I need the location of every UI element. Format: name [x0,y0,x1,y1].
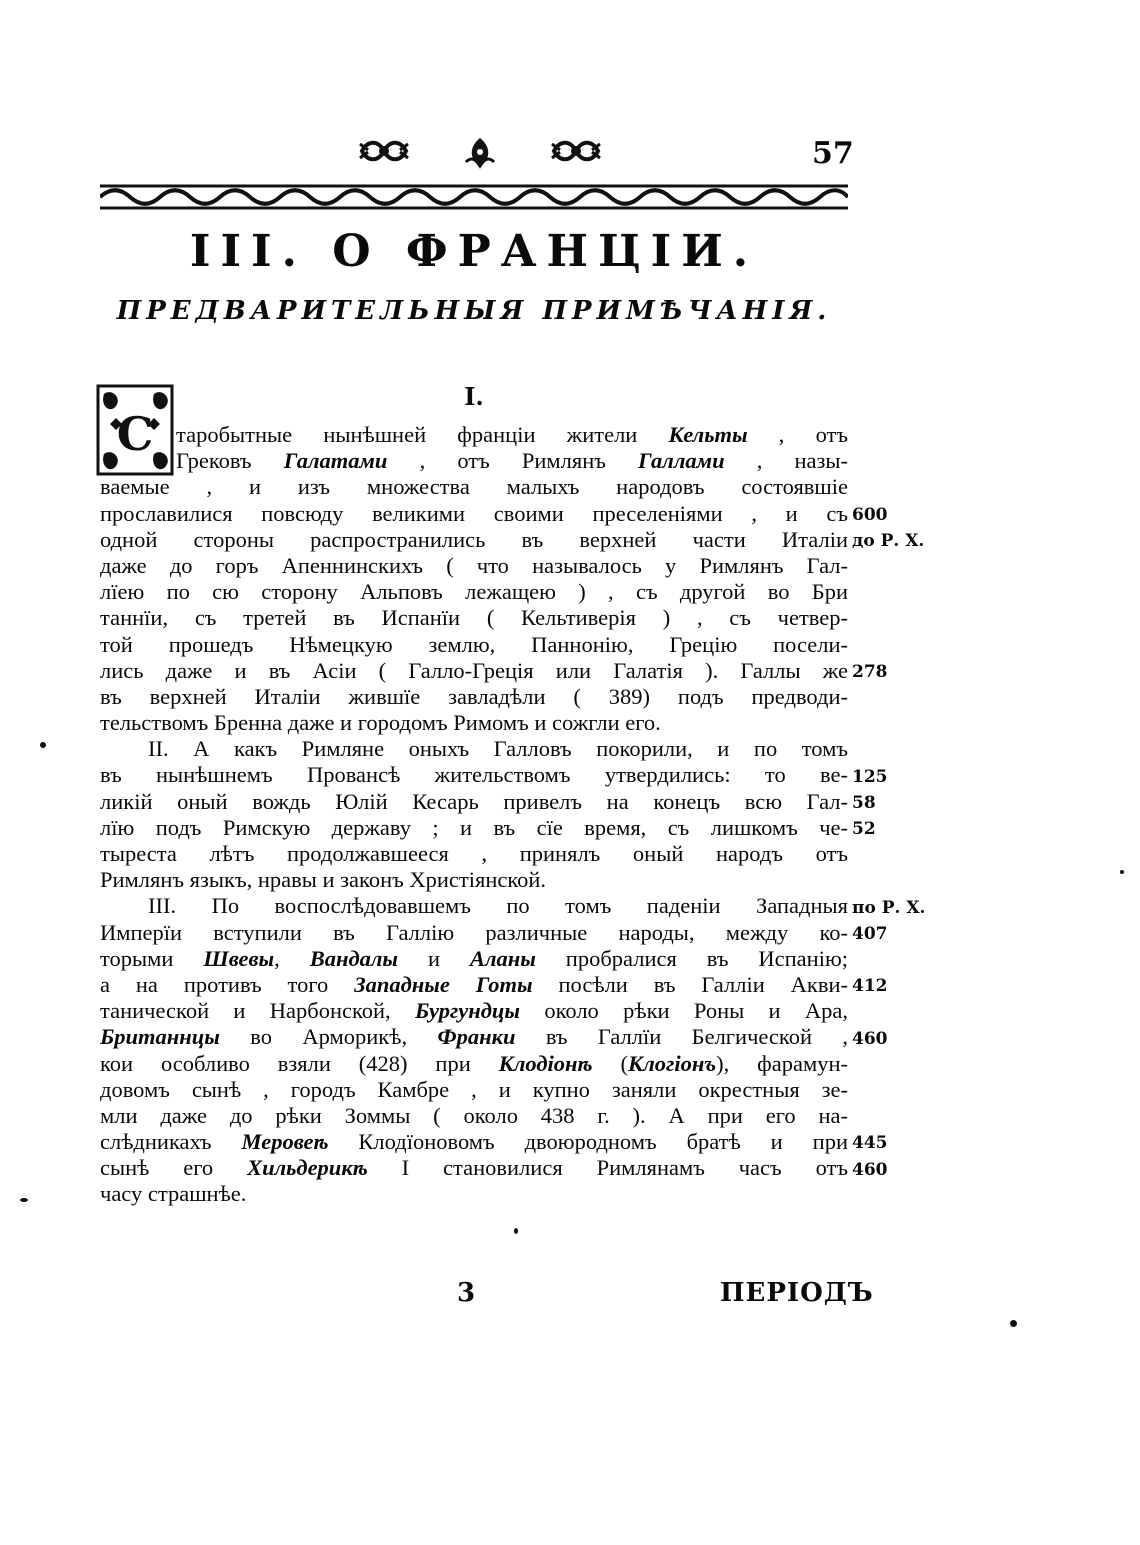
text-run: слѣдникахъ [100,1129,242,1155]
italic-term: Клодіонѣ [498,1050,593,1076]
text-line [100,789,848,815]
margin-date-note: 407 [852,923,888,944]
text-line [100,972,848,998]
text-line [100,841,848,867]
scan-speck [40,742,46,748]
page-number: 57 [812,136,854,171]
text-line [100,1024,848,1050]
margin-date-note: 412 [852,976,888,997]
text-line [100,632,848,658]
text-run: ытные нынѣшней франціи жители [230,422,669,447]
text-line [100,762,848,788]
text-line [100,815,848,841]
text-run: лись даже и въ Асіи ( Галло-Греція или Галатія ). Галлы же [100,657,848,683]
text-run: одной стороны распространились въ верхней части Италіи [100,526,848,552]
text-line [100,867,848,893]
text-run: танической и Нарбонской, [100,998,415,1024]
text-run: довомъ сынѣ , городъ Камбре , и купно заняли окрестныя зе- [100,1076,848,1102]
text-line [100,1155,848,1181]
text-line [100,893,848,919]
text-run: торыми [100,945,204,971]
text-run: пробралися въ Испанію; [535,945,849,971]
text-line [100,658,848,684]
italic-term: Кельты [668,422,748,447]
text-run: той прошедъ Нѣмецкую землю, Паннонію, Грецію посели- [100,631,848,657]
text-line [100,1129,848,1155]
margin-date-note: 460 [852,1159,888,1180]
chapter-subtitle: ПРЕДВАРИТЕЛЬНЫЯ ПРИМѢЧАНІЯ. [116,296,832,326]
text-run: даже до горъ Апеннинскихъ ( что называлось у Римлянъ Гал- [100,552,848,578]
text-run: и [398,945,470,971]
chapter-title: III. О ФРАНЦІИ. [189,226,759,277]
text-line [100,998,848,1024]
text-run: ваемые , и изъ множества малыхъ народовъ состоявшіе [100,474,848,500]
italic-term: Галлами [638,448,725,474]
text-run: тароб [176,422,231,447]
section-number: I. [464,382,484,411]
italic-term: Вандалы [309,945,399,971]
margin-date-note: до Р. Х. [852,530,925,551]
italic-term: Клогіонъ [627,1050,717,1076]
fleuron-right-icon [550,136,602,166]
text-run: въ верхней Италіи жившїе завладѣли ( 389) подъ предводи- [100,683,848,709]
text-line [100,684,848,710]
margin-date-note: 600 [852,504,888,525]
margin-date-note: по Р. Х. [852,897,926,918]
text-run: часу страшнѣе. [100,1181,247,1207]
text-run: II. А какъ Римляне оныхъ Галловъ покорили, и по томъ [148,736,848,762]
margin-date-note: 52 [852,819,876,839]
scan-speck [1010,1320,1017,1327]
text-run: тельствомъ Бренна даже и городомъ Римомъ и сожгли его. [100,710,661,736]
text-run: лїю подъ Римскую державу ; и въ сїе время, съ лишкомъ че- [100,814,848,840]
text-run: лїею по сю сторону Альповъ лежащею ) , съ другой во Бри [100,579,848,605]
italic-term: Западные Готы [354,971,533,997]
text-line [100,1051,848,1077]
italic-term: Хильдерикѣ [247,1155,368,1181]
text-line [100,448,848,474]
text-run: сынѣ его [100,1155,248,1181]
italic-term: Галатами [283,448,388,474]
fleuron-left-icon [358,136,410,166]
text-line [100,1103,848,1129]
text-run: около рѣки Роны и Ара, [520,998,848,1024]
text-run: I становилися Римлянамъ часъ отъ [367,1155,848,1181]
scan-speck [514,1228,518,1234]
catchword: ПЕРІОДЪ [720,1278,874,1308]
text-run: ликій оный вождь Юлій Кесарь привелъ на конецъ всю Гал- [100,788,848,814]
text-line [100,736,848,762]
fleuron-center-icon [462,136,498,170]
text-line [100,1077,848,1103]
text-line [100,474,848,500]
margin-date-note: 278 [852,661,888,682]
text-run: Грековъ [176,448,284,474]
margin-date-note: 460 [852,1028,888,1049]
text-line [100,579,848,605]
text-run: а на противъ того [100,971,355,997]
italic-term: Аланы [469,945,536,971]
text-line [100,710,848,736]
margin-date-note: 445 [852,1133,888,1154]
margin-date-note: 58 [852,792,876,813]
italic-term: Бургундцы [415,998,521,1024]
fleuron-band-icon [100,180,848,214]
italic-term: Франки [437,1024,516,1050]
text-run: III. По воспослѣдовавшемъ по томъ паденіи Западныя [148,893,848,919]
text-run: въ Галлїи Белгической , [515,1024,848,1050]
text-run: Римлянъ языкъ, нравы и законъ Христіянской. [100,867,547,893]
text-run: ), фарамун- [716,1050,848,1076]
text-line [100,920,848,946]
text-run: , отъ [747,422,848,447]
text-run: , назы- [724,448,848,474]
text-run: тыреста лѣтъ продолжавшееся , принялъ оный народъ отъ [100,841,848,866]
text-run: Клодїоновомъ двоюродномъ братѣ и при [328,1129,848,1155]
text-run: кои особливо взяли (428) при [100,1050,499,1076]
text-run: таннїи, съ третей въ Испанїи ( Кельтиверія ) , съ четвер- [100,605,848,631]
text-run: Имперїи вступили въ Галлію различные народы, между ко- [100,919,848,945]
scan-speck [1120,870,1124,874]
text-run: посѣли въ Галліи Акви- [532,971,848,997]
text-run: прославилися повсюду великими своими преселеніями , и съ [100,500,848,526]
text-run: въ нынѣшнемъ Провансѣ жительствомъ утвердились: то ве- [100,762,848,788]
text-line [100,1181,848,1207]
text-line [100,553,848,579]
body-text [100,422,848,1208]
text-run: , отъ Римлянъ [387,448,639,474]
text-run: мли даже до рѣки Зоммы ( около 438 г. ). А при его на- [100,1102,848,1128]
text-line [100,501,848,527]
text-run: , [274,945,310,971]
text-line [100,946,848,972]
italic-term: Меровеѣ [241,1129,329,1155]
text-run: во Арморикѣ, [219,1024,438,1050]
italic-term: Швевы [203,945,275,971]
text-line [100,605,848,631]
italic-term: Британнцы [100,1024,220,1050]
margin-date-note: 125 [852,766,888,787]
text-line [100,527,848,553]
svg-text:С: С [116,407,154,461]
scan-speck [20,1198,28,1202]
text-line [100,422,848,448]
signature-mark: 3 [457,1278,476,1308]
text-run: ( [592,1050,628,1076]
